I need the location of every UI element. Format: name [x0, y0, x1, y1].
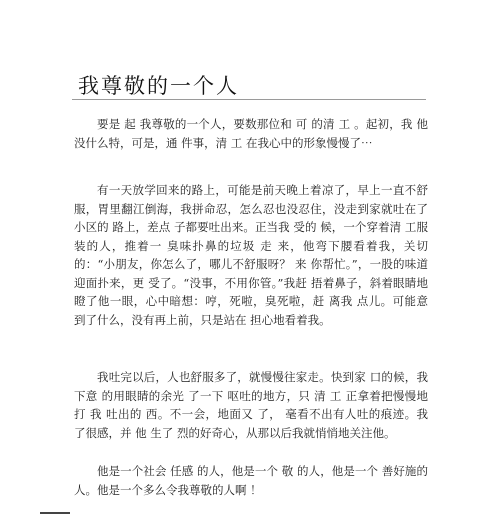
paragraph-2: [74, 181, 428, 329]
paragraph-3: [74, 368, 428, 442]
paragraph-text: 我吐完以后，人也舒服多了，就慢慢往家走。快到家 口的候，我下意 的用眼睛的余光 了一下 呕吐的地方，只 清 工 正拿着把慢慢地打 我 吐出的 西。不一会，地面又 了， 毫看不出有人吐的痕迹。我 了很感，并 他 生了 烈的好奇心，从那以后我就悄悄地关注他。: [74, 370, 428, 440]
document-title: 我尊敬的一个人: [78, 74, 239, 98]
paragraph-text: 要是 起 我尊敬的一个人，要数那位和 可 的清 工 。起初，我 他没什么特，可是，通 件事，清 工 在我心中的形象慢慢了⋯: [74, 117, 428, 150]
paragraph-1: [74, 115, 428, 152]
paragraph-text: 有一天放学回来的路上，可能是前天晚上着凉了，早上一直不舒服，胃里翻江倒海，我拼命忍，怎么忍也没忍住，没走到家就吐在了小区的 路上，差点 子都要吐出来。正当我 受的 候，一个穿着清 工服装的人，推着一 臭味扑鼻的垃圾 走 来，他弯下腰看着我，关切的：“小朋友，你怎么了，哪儿不舒服呀？ 来 你帮忙。”，一股的味道迎面扑来，更 受了。“没事，不用你管。”我赶 捂着鼻子，斜着眼睛地瞪了他一眼，心中暗想：哼，死啦，臭死啦，赶 离我 点儿。可能意 到了什么，没有再上前，只是站在 担心地看着我。: [74, 183, 428, 327]
paragraph-text: 他是一个社会 任感 的人，他是一个 敬 的人，他是一个 善好施的人。他是一个多么令我尊敬的人啊 ！: [74, 464, 428, 497]
paragraph-4: [74, 462, 428, 499]
page-edge-mark: [40, 512, 70, 514]
title-divider: [72, 99, 426, 100]
